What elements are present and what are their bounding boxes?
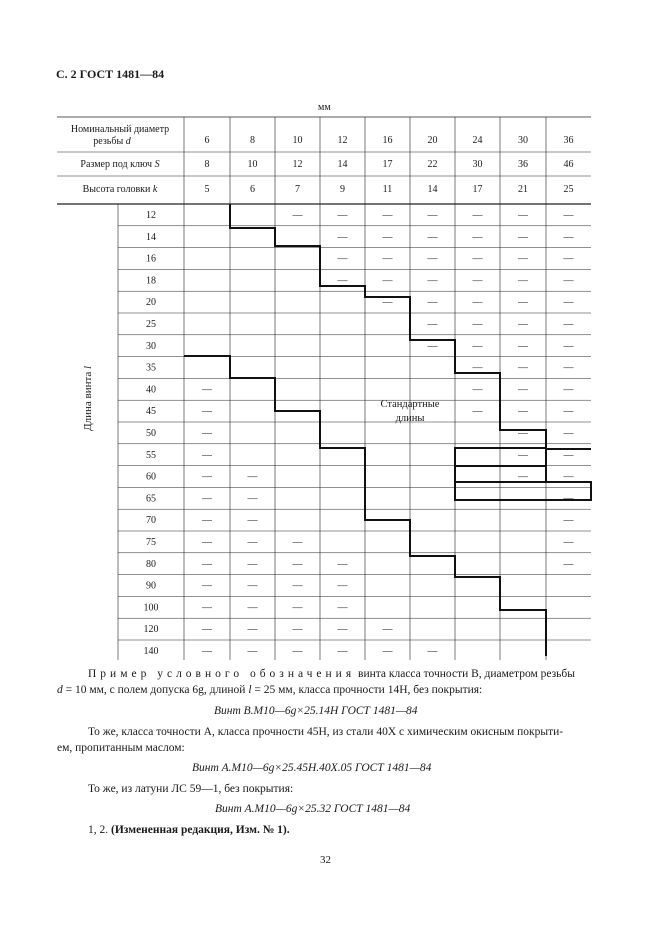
dash-cell: — bbox=[563, 253, 574, 265]
dash-cell: — bbox=[292, 537, 303, 548]
dash-cell: — bbox=[247, 515, 258, 527]
dash-cell: — bbox=[518, 384, 528, 396]
head-height-value: 21 bbox=[518, 184, 528, 195]
dash-cell: — bbox=[202, 580, 212, 592]
key-size-value: 17 bbox=[382, 159, 393, 170]
length-value: 14 bbox=[146, 231, 156, 243]
example-heading: Пример условного обозначения bbox=[88, 668, 356, 680]
designation-code-2: Винт А.М10—6g×25.45Н.40Х.05 ГОСТ 1481—84 bbox=[192, 762, 432, 774]
dash-cell: — bbox=[337, 646, 348, 657]
length-axis-label: Длина винта l bbox=[82, 365, 94, 431]
dash-cell: — bbox=[472, 406, 483, 418]
dash-cell: — bbox=[202, 493, 212, 505]
dash-cell: — bbox=[472, 362, 483, 374]
dash-cell: — bbox=[563, 384, 574, 396]
key-size-value: 36 bbox=[518, 159, 528, 170]
key-size-value: 46 bbox=[563, 159, 574, 170]
dash-cell: — bbox=[382, 646, 393, 657]
head-height-value: 17 bbox=[472, 184, 483, 195]
length-value: 16 bbox=[146, 253, 156, 265]
example-paragraph-3: То же, из латуни ЛС 59—1, без покрытия: bbox=[88, 783, 294, 795]
diameter-value: 30 bbox=[518, 135, 528, 146]
dash-cell: — bbox=[563, 493, 574, 505]
dash-cell: — bbox=[337, 602, 348, 614]
dash-cell: — bbox=[382, 297, 393, 309]
head-height-value: 7 bbox=[295, 184, 300, 195]
dash-cell: — bbox=[563, 231, 574, 243]
dash-cell: — bbox=[202, 449, 212, 461]
dash-cell: — bbox=[337, 580, 348, 592]
length-value: 75 bbox=[146, 537, 156, 548]
dash-cell: — bbox=[247, 580, 258, 592]
length-value: 80 bbox=[146, 558, 156, 570]
length-value: 140 bbox=[143, 646, 159, 657]
dash-cell: — bbox=[472, 297, 483, 309]
dash-cell: — bbox=[518, 340, 528, 352]
standard-lengths-label-2: длины bbox=[395, 413, 425, 424]
dash-cell: — bbox=[563, 537, 574, 548]
dash-cell: — bbox=[292, 210, 303, 221]
dash-cell: — bbox=[337, 210, 348, 221]
dash-cell: — bbox=[472, 210, 483, 221]
length-value: 20 bbox=[146, 297, 156, 309]
dash-cell: — bbox=[472, 319, 483, 330]
dash-cell: — bbox=[292, 624, 303, 636]
standard-lengths-label: Стандартные bbox=[380, 399, 440, 410]
dash-cell: — bbox=[292, 602, 303, 614]
dash-cell: — bbox=[427, 231, 438, 243]
dash-cell: — bbox=[202, 384, 212, 396]
dash-cell: — bbox=[472, 340, 483, 352]
dash-cell: — bbox=[247, 493, 258, 505]
dash-cell: — bbox=[202, 406, 212, 418]
dash-cell: — bbox=[563, 471, 574, 483]
dash-cell: — bbox=[382, 624, 393, 636]
diameter-value: 20 bbox=[427, 135, 438, 146]
key-size-value: 22 bbox=[427, 159, 438, 170]
dash-cell: — bbox=[382, 210, 393, 221]
dash-cell: — bbox=[202, 646, 212, 657]
length-value: 18 bbox=[146, 275, 156, 287]
dash-cell: — bbox=[247, 624, 258, 636]
length-value: 35 bbox=[146, 362, 156, 374]
key-size-value: 10 bbox=[247, 159, 258, 170]
length-value: 50 bbox=[146, 428, 156, 439]
length-value: 100 bbox=[143, 602, 159, 614]
dash-cell: — bbox=[202, 624, 212, 636]
key-size-value: 12 bbox=[292, 159, 303, 170]
dash-cell: — bbox=[563, 449, 574, 461]
dash-cell: — bbox=[472, 231, 483, 243]
example-paragraph-2: То же, класса точности А, класса прочности 45Н, из стали 40Х с химическим окисным покрыти- bbox=[88, 726, 564, 738]
example-paragraph-1-line2 bbox=[57, 682, 482, 698]
dash-cell: — bbox=[247, 602, 258, 614]
dash-cell: — bbox=[563, 515, 574, 527]
dash-cell: — bbox=[518, 406, 528, 418]
dash-cell: — bbox=[337, 624, 348, 636]
dash-cell: — bbox=[337, 275, 348, 287]
head-height-value: 25 bbox=[563, 184, 574, 195]
dash-cell: — bbox=[292, 580, 303, 592]
example-text-3: = 25 мм, класса прочности 14Н, без покрытия: bbox=[251, 684, 483, 696]
dash-cell: — bbox=[563, 558, 574, 570]
designation-code-3: Винт А.М10—6g×25.32 ГОСТ 1481—84 bbox=[215, 803, 411, 815]
dash-cell: — bbox=[563, 428, 574, 439]
dash-cell: — bbox=[292, 558, 303, 570]
dash-cell: — bbox=[518, 253, 528, 265]
dash-cell: — bbox=[518, 449, 528, 461]
dash-cell: — bbox=[337, 253, 348, 265]
dash-cell: — bbox=[427, 340, 438, 352]
dash-cell: — bbox=[518, 297, 528, 309]
dash-cell: — bbox=[563, 210, 574, 221]
length-value: 40 bbox=[146, 384, 156, 396]
dash-cell: — bbox=[202, 471, 212, 483]
key-size-value: 14 bbox=[337, 159, 348, 170]
length-value: 55 bbox=[146, 449, 156, 461]
length-value: 65 bbox=[146, 493, 156, 505]
dash-cell: — bbox=[563, 275, 574, 287]
dash-cell: — bbox=[427, 297, 438, 309]
example-paragraph-2-line2: ем, пропитанным маслом: bbox=[57, 742, 185, 754]
example-text-1: винта класса точности В, диаметром резьбы bbox=[355, 668, 575, 680]
length-value: 60 bbox=[146, 471, 156, 483]
dash-cell: — bbox=[518, 275, 528, 287]
diameter-value: 12 bbox=[337, 135, 348, 146]
dash-cell: — bbox=[563, 319, 574, 330]
key-size-value: 8 bbox=[204, 159, 210, 170]
dash-cell: — bbox=[202, 602, 212, 614]
dash-cell: — bbox=[202, 558, 212, 570]
length-value: 25 bbox=[146, 319, 156, 330]
head-height-value: 6 bbox=[250, 184, 255, 195]
dash-cell: — bbox=[472, 384, 483, 396]
length-value: 12 bbox=[146, 210, 156, 221]
units-label: мм bbox=[318, 102, 331, 113]
dash-cell: — bbox=[427, 275, 438, 287]
dash-cell: — bbox=[247, 646, 258, 657]
dash-cell: — bbox=[518, 231, 528, 243]
example-text-2: = 10 мм, с полем допуска 6g, длиной bbox=[62, 684, 249, 696]
diameter-value: 24 bbox=[472, 135, 483, 146]
dash-cell: — bbox=[202, 537, 212, 548]
header-head-height-label: Высота головки k bbox=[82, 184, 158, 195]
dash-cell: — bbox=[472, 275, 483, 287]
dash-cell: — bbox=[337, 231, 348, 243]
length-value: 70 bbox=[146, 515, 156, 527]
var-d: d bbox=[57, 684, 63, 696]
dash-cell: — bbox=[518, 362, 528, 374]
dash-cell: — bbox=[518, 319, 528, 330]
length-value: 30 bbox=[146, 340, 156, 352]
dash-cell: — bbox=[563, 362, 574, 374]
dash-cell: — bbox=[337, 558, 348, 570]
special-range-box bbox=[455, 448, 546, 466]
dash-cell: — bbox=[247, 537, 258, 548]
dash-cell: — bbox=[427, 210, 438, 221]
head-height-value: 9 bbox=[340, 184, 345, 195]
dash-cell: — bbox=[518, 210, 528, 221]
note-prefix: 1, 2. bbox=[88, 824, 111, 836]
length-value: 45 bbox=[146, 406, 156, 418]
head-height-value: 14 bbox=[427, 184, 438, 195]
dash-cell: — bbox=[202, 515, 212, 527]
header-diameter-label-2: резьбы d bbox=[93, 136, 131, 147]
dash-cell: — bbox=[382, 253, 393, 265]
dash-cell: — bbox=[518, 471, 528, 483]
example-paragraph-1 bbox=[88, 666, 575, 682]
dash-cell: — bbox=[247, 558, 258, 570]
page-number: 32 bbox=[320, 854, 331, 866]
dash-cell: — bbox=[427, 253, 438, 265]
page-header: С. 2 ГОСТ 1481—84 bbox=[56, 67, 165, 81]
diameter-value: 8 bbox=[250, 135, 255, 146]
note-bold: (Измененная редакция, Изм. № 1). bbox=[111, 824, 290, 836]
dash-cell: — bbox=[247, 471, 258, 483]
special-range-box bbox=[455, 466, 546, 482]
dash-cell: — bbox=[382, 275, 393, 287]
length-value: 90 bbox=[146, 580, 156, 592]
dash-cell: — bbox=[518, 428, 528, 439]
header-key-size-label: Размер под ключ S bbox=[80, 159, 160, 170]
header-diameter-label: Номинальный диаметр bbox=[70, 124, 170, 135]
dash-cell: — bbox=[202, 428, 212, 439]
dash-cell: — bbox=[472, 253, 483, 265]
dash-cell: — bbox=[292, 646, 303, 657]
head-height-value: 5 bbox=[204, 184, 210, 195]
diameter-value: 10 bbox=[292, 135, 303, 146]
dash-cell: — bbox=[427, 646, 438, 657]
dash-cell: — bbox=[563, 406, 574, 418]
dash-cell: — bbox=[382, 231, 393, 243]
dash-cell: — bbox=[563, 297, 574, 309]
diameter-value: 36 bbox=[563, 135, 574, 146]
diameter-value: 6 bbox=[204, 135, 210, 146]
designation-code-1: Винт В.М10—6g×25.14Н ГОСТ 1481—84 bbox=[214, 705, 418, 717]
head-height-value: 11 bbox=[382, 184, 393, 195]
diameter-value: 16 bbox=[382, 135, 393, 146]
length-value: 120 bbox=[143, 624, 159, 636]
dash-cell: — bbox=[563, 340, 574, 352]
dash-cell: — bbox=[427, 319, 438, 330]
var-l: l bbox=[248, 684, 252, 696]
amendment-note bbox=[88, 822, 290, 838]
key-size-value: 30 bbox=[472, 159, 483, 170]
